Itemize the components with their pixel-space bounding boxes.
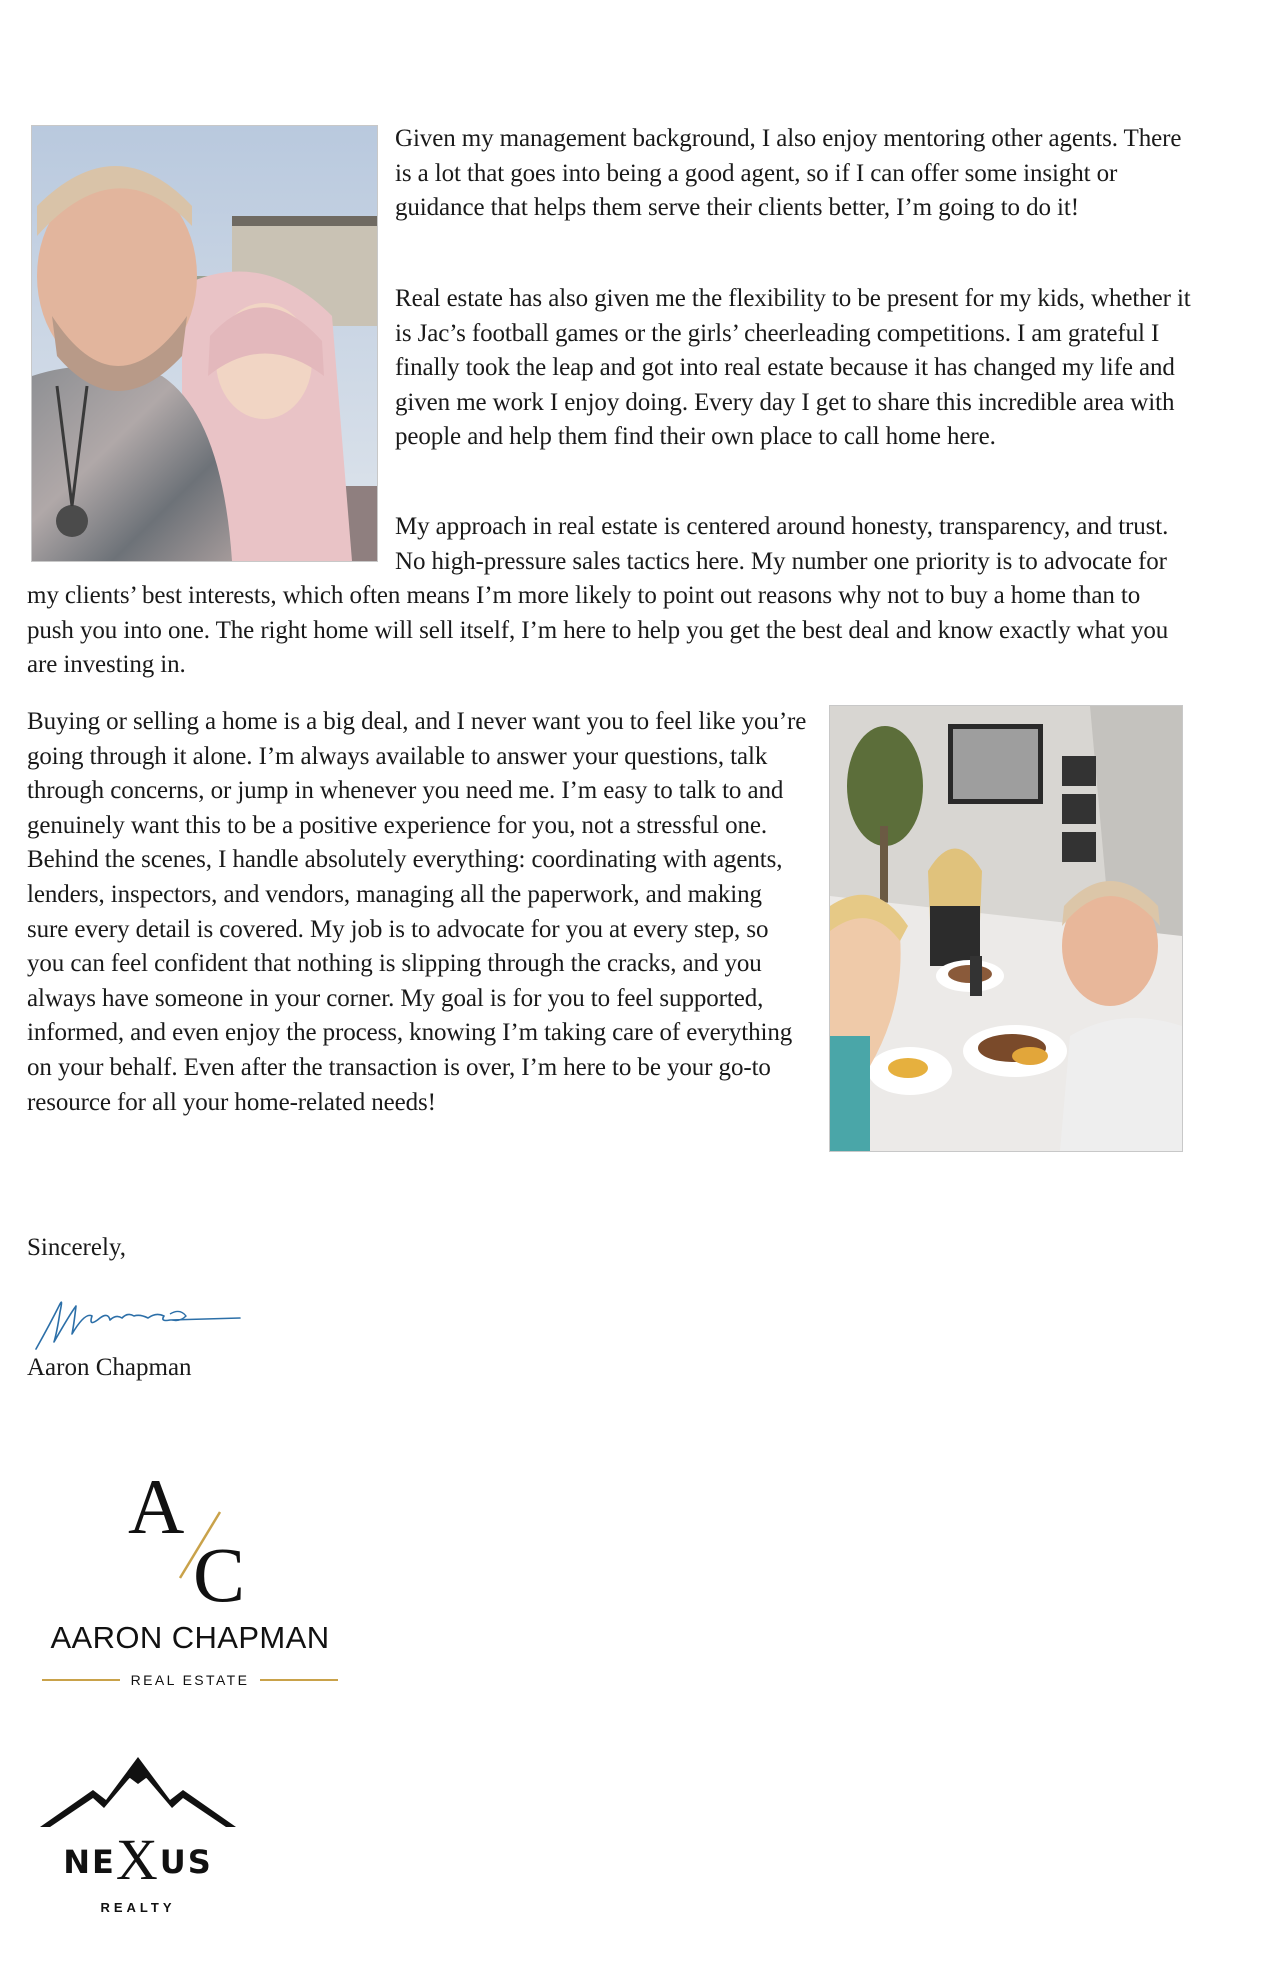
signature-image — [30, 1294, 245, 1356]
paragraph-approach: My approach in real estate is centered around honesty, transparency, and trust. No high-pressure sales tactics here. My number one priority is to advocate for my clients’ best interests, which often means I’m more likely to point out reasons why not to buy a home than to push you into one. The right home will sell itself, I’m here to help you get the best deal and know exactly what you are investing in. — [27, 513, 1169, 679]
selfie-photo — [31, 125, 378, 562]
paragraph-mentoring: Given my management background, I also enjoy mentoring other agents. There is a lot that goes into being a good agent, so if I can offer some insight or guidance that helps them serve their clients better, I’m going to do it! — [395, 125, 1182, 222]
aaron-chapman-logo — [40, 1463, 340, 1690]
nexus-realty-logo — [38, 1752, 238, 1922]
logo-name: AARON CHAPMAN — [50, 1620, 330, 1655]
logo-letter-a: A — [128, 1463, 185, 1550]
nexus-subtitle: REALTY — [100, 1900, 176, 1915]
logo-letter-c: C — [193, 1531, 246, 1618]
logo-subtitle: REAL ESTATE — [130, 1672, 250, 1688]
closing-line: Sincerely, — [27, 1234, 127, 1261]
family-dinner-photo — [829, 705, 1183, 1152]
logo-slash-icon — [40, 1470, 340, 1620]
signer-name: Aaron Chapman — [27, 1354, 192, 1381]
paragraph-service: Buying or selling a home is a big deal, and I never want you to feel like you’re going through it alone. I’m always available to answer your questions, talk through concerns, or jump in whenever you need me. I’m easy to talk to and genuinely want this to be a positive experience for you, not a stressful one. Behind the scenes, I handle absolutely everything: coordinating with agents, lenders, inspectors, and vendors, managing all the paperwork, and making sure every detail is covered. My job is to advocate for you at every step, so you can feel confident that nothing is slipping through the cracks, and you always have someone in your corner. My goal is for you to feel supported, informed, and even enjoy the process, knowing I’m taking care of everything on your behalf. Even after the transaction is over, I’m here to be your go-to resource for all your home-related needs! — [27, 708, 807, 1116]
paragraph-flexibility: Real estate has also given me the flexibility to be present for my kids, whether it is Jac’s football games or the girls’ cheerleading competitions. I am grateful I finally took the leap and got into real estate because it has changed my life and given me work I enjoy doing. Every day I get to share this incredible area with people and help them find their own place to call home here. — [395, 285, 1191, 451]
mountain-icon — [38, 1752, 238, 1832]
nexus-wordmark: NEXUS — [63, 1827, 213, 1892]
